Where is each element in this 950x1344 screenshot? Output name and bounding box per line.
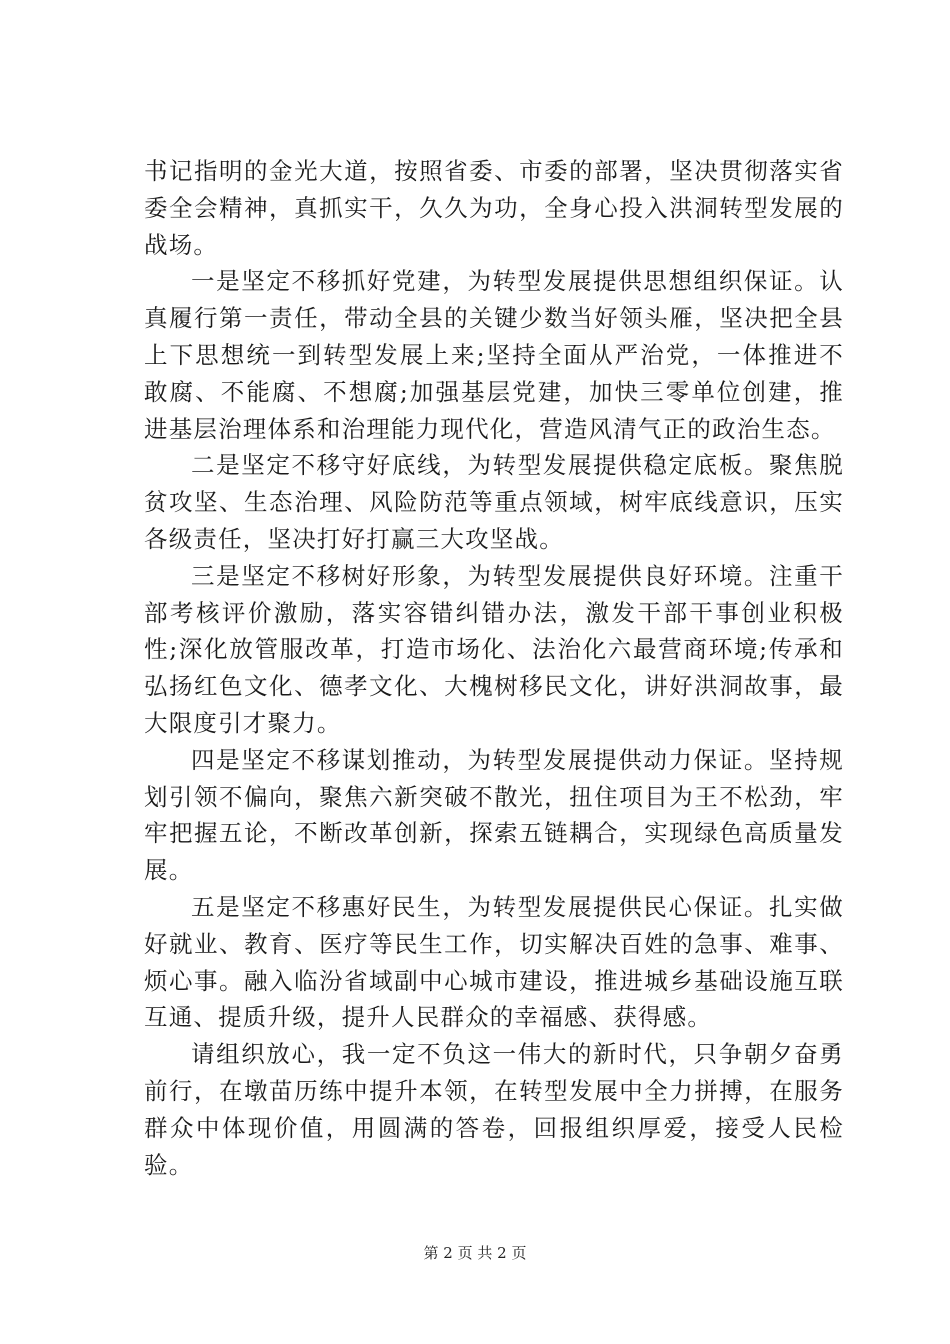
- paragraph-planning: 四是坚定不移谋划推动，为转型发展提供动力保证。坚持规划引领不偏向，聚焦六新突破不散光，扭住项目为王不松劲，牢牢把握五论，不断改革创新，探索五链耦合，实现绿色高质量发展。: [144, 745, 844, 885]
- paragraph-closing: 请组织放心，我一定不负这一伟大的新时代，只争朝夕奋勇前行，在墩苗历练中提升本领，在转型发展中全力拼搏，在服务群众中体现价值，用圆满的答卷，回报组织厚爱，接受人民检验。: [144, 1040, 844, 1179]
- paragraph-party-building: 一是坚定不移抓好党建，为转型发展提供思想组织保证。认真履行第一责任，带动全县的关键少数当好领头雁，坚决把全县上下思想统一到转型发展上来;坚持全面从严治党，一体推进不敢腐、不能腐、不想腐;加强基层党建，加快三零单位创建，推进基层治理体系和治理能力现代化，营造风清气正的政治生态。: [144, 267, 844, 443]
- paragraph-continuation: 书记指明的金光大道，按照省委、市委的部署，坚决贯彻落实省委全会精神，真抓实干，久久为功，全身心投入洪洞转型发展的战场。: [144, 157, 844, 259]
- page-number-footer: 第 2 页 共 2 页: [423, 1244, 527, 1262]
- paragraph-livelihood: 五是坚定不移惠好民生，为转型发展提供民心保证。扎实做好就业、教育、医疗等民生工作，切实解决百姓的急事、难事、烦心事。融入临汾省域副中心城市建设，推进城乡基础设施互联互通、提质升级，提升人民群众的幸福感、获得感。: [144, 892, 844, 1032]
- paragraph-bottom-line: 二是坚定不移守好底线，为转型发展提供稳定底板。聚焦脱贫攻坚、生态治理、风险防范等重点领域，树牢底线意识，压实各级责任，坚决打好打赢三大攻坚战。: [144, 451, 844, 553]
- document-body: [144, 153, 844, 1183]
- paragraph-image: 三是坚定不移树好形象，为转型发展提供良好环境。注重干部考核评价激励，落实容错纠错办法，激发干部干事创业积极性;深化放管服改革，打造市场化、法治化六最营商环境;传承和弘扬红色文化、德孝文化、大槐树移民文化，讲好洪洞故事，最大限度引才聚力。: [144, 561, 844, 737]
